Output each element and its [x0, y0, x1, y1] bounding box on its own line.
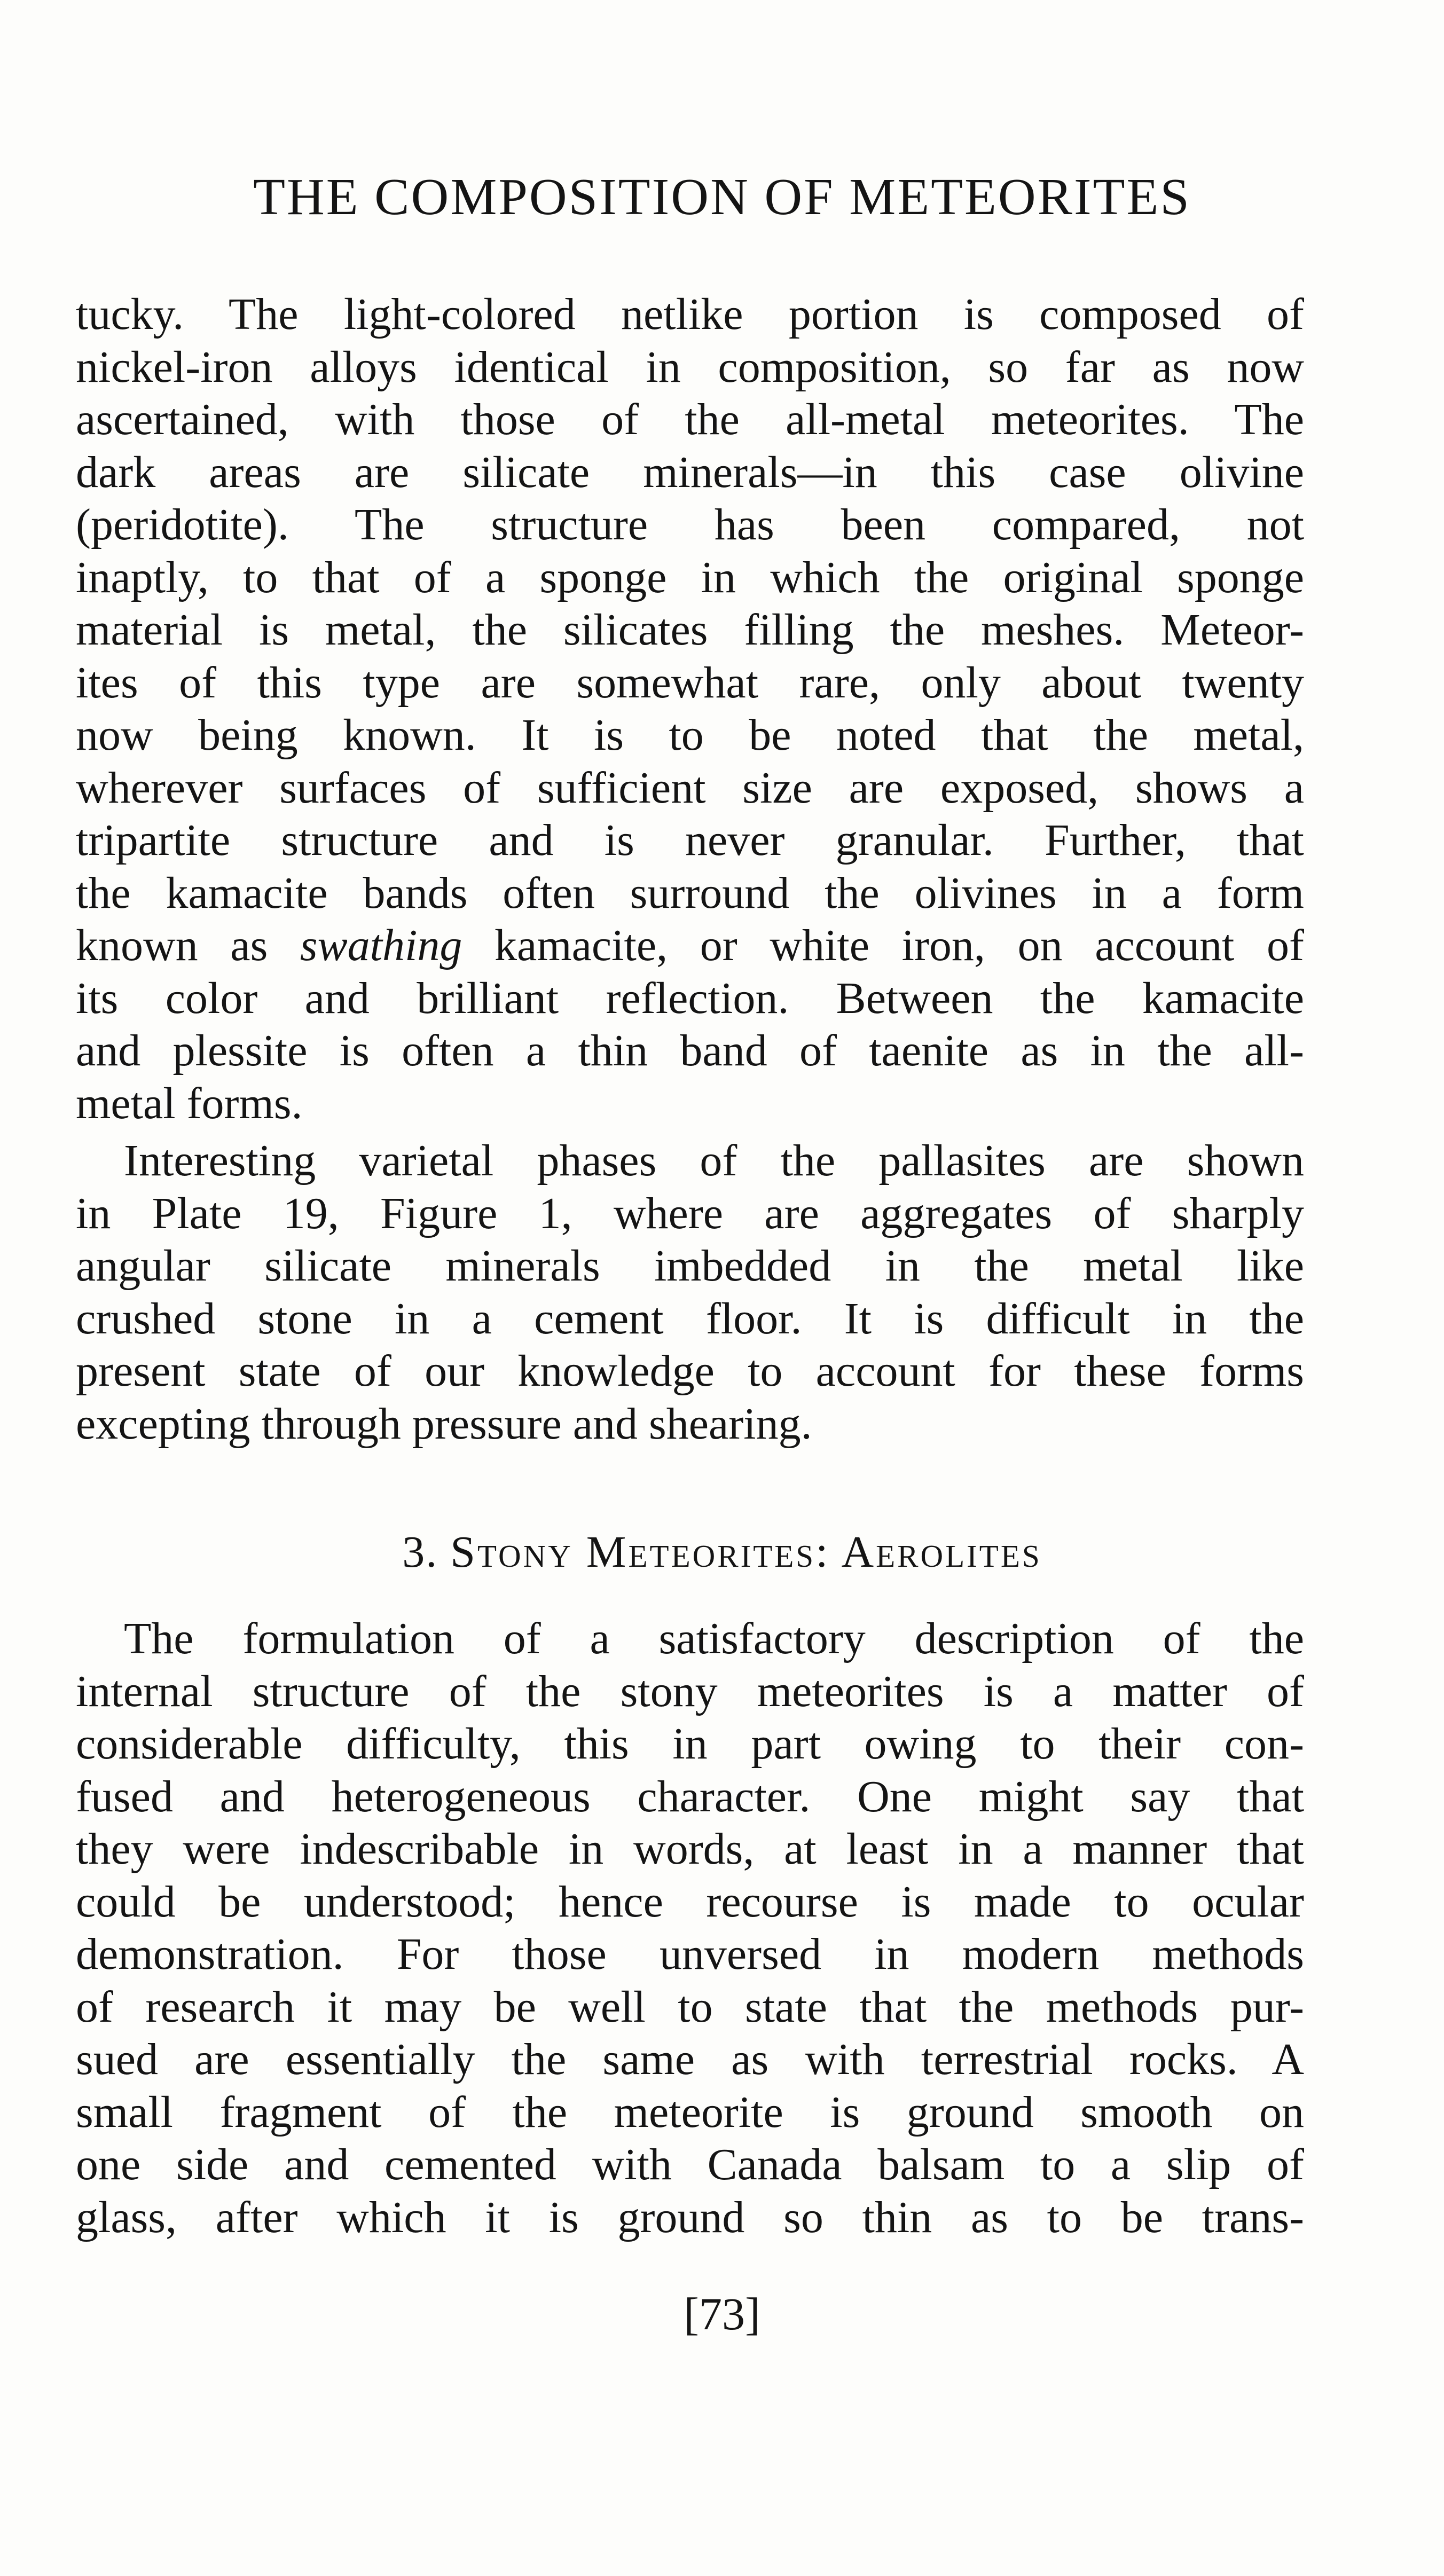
text-line: tripartite structure and is never granular. Further, that	[76, 815, 1304, 865]
italic-term: swathing	[300, 921, 462, 970]
running-head: THE COMPOSITION OF METEORITES	[253, 168, 1191, 226]
text-line: excepting through pressure and shearing.	[76, 1399, 812, 1449]
text-line: sued are essentially the same as with terrestrial rocks. A	[76, 2035, 1304, 2084]
text-line: internal structure of the stony meteorites is a matter of	[76, 1666, 1304, 1716]
section-number: 3.	[402, 1527, 438, 1577]
text-line: demonstration. For those unversed in modern methods	[76, 1929, 1304, 1979]
paragraph-stony-meteorites	[76, 1613, 1304, 2244]
section-heading	[0, 1527, 1444, 1577]
text-line: present state of our knowledge to account for these forms	[76, 1346, 1304, 1396]
text-line: fused and heterogeneous character. One might say that	[76, 1771, 1304, 1821]
text-line: inaptly, to that of a sponge in which the original sponge	[76, 552, 1304, 602]
section-subtitle: Aerolites	[841, 1527, 1042, 1577]
text-line: ites of this type are somewhat rare, only about twenty	[76, 657, 1304, 708]
text-run: kamacite, or white iron, on account of	[462, 921, 1304, 970]
paragraph-continued	[76, 288, 1304, 1130]
text-line: glass, after which it is ground so thin as to be trans-	[76, 2192, 1304, 2242]
text-line: wherever surfaces of sufficient size are exposed, shows a	[76, 763, 1304, 813]
text-line: (peridotite). The structure has been compared, not	[76, 500, 1304, 549]
text-run: known as	[76, 921, 300, 970]
text-line: material is metal, the silicates filling the meshes. Meteor-	[76, 605, 1304, 655]
text-line: could be understood; hence recourse is made to ocular	[76, 1876, 1304, 1927]
text-line: small fragment of the meteorite is ground smooth on	[76, 2087, 1304, 2137]
text-line: now being known. It is to be noted that the metal,	[76, 710, 1304, 760]
page-number: [73]	[684, 2288, 760, 2339]
text-line: nickel-iron alloys identical in composition, so far as now	[76, 342, 1304, 392]
section-separator: :	[815, 1527, 829, 1577]
text-line: its color and brilliant reflection. Between the kamacite	[76, 973, 1304, 1023]
paragraph-pallasites	[76, 1135, 1304, 1450]
text-line: in Plate 19, Figure 1, where are aggregates of sharply	[76, 1188, 1304, 1238]
text-line: one side and cemented with Canada balsam to a slip of	[76, 2140, 1304, 2189]
text-line: tucky. The light-colored netlike portion is composed of	[76, 289, 1304, 339]
text-line: The formulation of a satisfactory description of the	[124, 1614, 1304, 1663]
text-line: metal forms.	[76, 1078, 303, 1128]
text-line: and plessite is often a thin band of taenite as in the all-	[76, 1026, 1304, 1075]
text-line: of research it may be well to state that the methods pur-	[76, 1982, 1304, 2032]
text-line: crushed stone in a cement floor. It is difficult in the	[76, 1293, 1304, 1344]
text-line: they were indescribable in words, at least in a manner that	[76, 1824, 1304, 1874]
text-line: Interesting varietal phases of the pallasites are shown	[124, 1136, 1304, 1185]
text-line: dark areas are silicate minerals—in this case olivine	[76, 447, 1304, 497]
text-line: considerable difficulty, this in part owing to their con-	[76, 1719, 1304, 1769]
text-line: the kamacite bands often surround the olivines in a form	[76, 868, 1304, 918]
text-line: angular silicate minerals imbedded in the metal like	[76, 1241, 1304, 1291]
section-title: Stony Meteorites	[450, 1527, 816, 1577]
text-line-with-italic	[76, 920, 1304, 972]
text-line: ascertained, with those of the all-metal meteorites. The	[76, 395, 1304, 444]
